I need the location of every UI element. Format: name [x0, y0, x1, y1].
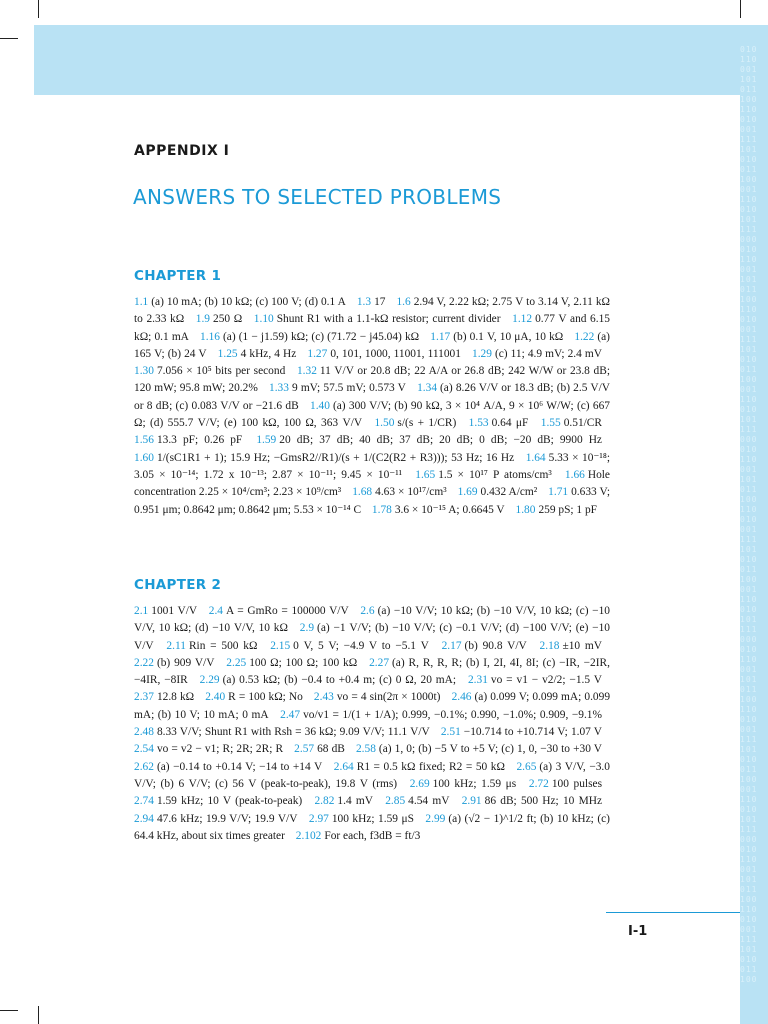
answer-item — [516, 504, 606, 516]
answer-text: 0 V, 5 V; −4.9 V to −5.1 V — [293, 639, 429, 652]
answer-text: 4.63 × 10¹⁷/cm³ — [375, 486, 447, 499]
answer-text: 0, 101, 1000, 11001, 111001 — [330, 347, 461, 360]
answer-item — [218, 348, 305, 360]
problem-number: 2.64 — [333, 760, 354, 773]
problem-number: 2.94 — [134, 812, 154, 825]
problem-number: 2.54 — [134, 743, 154, 756]
answer-item — [200, 674, 464, 686]
answer-item — [226, 657, 365, 669]
answer-item — [469, 417, 537, 429]
problem-number: 1.3 — [356, 296, 372, 308]
answer-item — [269, 382, 414, 394]
answer-item — [134, 691, 202, 703]
problem-number: 1.53 — [468, 417, 489, 430]
problem-number: 2.15 — [270, 639, 291, 652]
problem-number: 2.1 — [134, 605, 149, 617]
problem-number: 2.40 — [205, 691, 226, 704]
answer-text: 4 kHz, 4 Hz — [240, 347, 297, 360]
answer-text: ±10 mV — [562, 639, 602, 652]
answer-text: (a) 8.26 V/V or 18.3 dB; (b) 2.5 V/V or 8 dB; (c) 0.083 V/V or −21.6 dB — [134, 382, 610, 412]
answer-item — [134, 813, 305, 825]
crop-mark-top-left-h — [0, 38, 18, 39]
problem-number: 1.16 — [200, 330, 220, 343]
chapter-2-answers — [134, 603, 610, 845]
problem-number: 1.30 — [134, 365, 154, 378]
answer-item — [256, 434, 610, 446]
answer-text: (b) 90.8 V/V — [464, 639, 527, 652]
problem-number: 2.72 — [528, 777, 549, 790]
problem-number: 2.25 — [226, 656, 247, 669]
answer-text: R1 = 0.5 kΩ fixed; R2 = 50 kΩ — [356, 760, 505, 773]
answer-item — [385, 795, 457, 807]
answer-text: 68 dB — [317, 743, 345, 756]
decorative-side-strip — [740, 25, 768, 1024]
answer-text: 1.59 kHz; 10 V (peak-to-peak) — [156, 795, 303, 808]
answer-item — [254, 313, 509, 325]
page-title: ANSWERS TO SELECTED PROBLEMS — [133, 185, 502, 209]
problem-number: 2.9 — [299, 622, 315, 635]
answer-text: (a) R, R, R, R; (b) I, 2I, 4I, 8I; (c) −IR, −2IR, −4IR, −8IR — [134, 656, 610, 687]
problem-number: 2.85 — [385, 795, 406, 808]
answer-item — [468, 674, 610, 686]
chapter-1-answers — [134, 294, 610, 519]
footer-rule — [606, 912, 740, 913]
problem-number: 1.50 — [374, 417, 395, 430]
problem-number: 2.37 — [134, 691, 154, 704]
answer-text: (b) 909 V/V — [156, 656, 215, 669]
problem-number: 1.27 — [307, 347, 328, 360]
problem-number: 1.22 — [574, 330, 595, 343]
problem-number: 1.1 — [134, 296, 149, 308]
answer-text: Shunt R1 with a 1.1-kΩ resistor; current divider — [276, 313, 501, 326]
problem-number: 1.40 — [310, 399, 330, 412]
answer-text: 0.432 A/cm² — [480, 486, 538, 499]
problem-number: 1.9 — [195, 313, 211, 326]
answer-text: A = GmRo = 100000 V/V — [226, 605, 349, 617]
problem-number: 1.10 — [253, 313, 274, 326]
answer-text: 0.77 V and 6.15 kΩ; 0.1 mA — [134, 313, 610, 343]
answer-item — [134, 605, 205, 617]
answer-text: (a) 1, 0; (b) −5 V to +5 V; (c) 1, 0, −30 to +30 V — [378, 743, 603, 756]
answer-text: 20 dB; 37 dB; 40 dB; 37 dB; 20 dB; 0 dB; −20 dB; 9900 Hz — [279, 434, 602, 447]
answer-item — [134, 795, 310, 807]
problem-number: 2.27 — [369, 656, 390, 669]
problem-number: 1.17 — [430, 330, 451, 343]
answer-item — [357, 296, 394, 308]
problem-number: 2.91 — [461, 795, 482, 808]
answer-text: 0.64 μF — [491, 417, 529, 430]
problem-number: 1.68 — [352, 486, 373, 499]
answer-text: Hole concentration 2.25 × 10⁴/cm³; 2.23 × 10⁹/cm³ — [134, 468, 610, 499]
problem-number: 2.22 — [134, 656, 154, 669]
problem-number: 2.102 — [295, 829, 322, 842]
problem-number: 2.69 — [409, 777, 430, 790]
answer-text: (a) −0.14 to +0.14 V; −14 to +14 V — [156, 760, 323, 773]
problem-number: 1.33 — [269, 382, 289, 395]
answer-text: 4.54 mV — [408, 795, 450, 808]
answer-text: 1.5 × 10¹⁷ P atoms/cm³ — [438, 468, 552, 481]
header-banner — [34, 25, 740, 95]
answer-item — [200, 331, 427, 343]
problem-number: 2.11 — [166, 639, 186, 652]
answer-item — [334, 761, 513, 773]
answer-text: (a) −1 V/V; (b) −10 V/V; (c) −0.1 V/V; (d) −100 V/V; (e) −10 V/V — [134, 622, 610, 652]
answer-item — [472, 348, 610, 360]
answer-item — [540, 640, 610, 652]
problem-number: 2.99 — [425, 812, 446, 825]
problem-number: 2.29 — [199, 674, 220, 687]
answer-text: (a) 10 mA; (b) 10 kΩ; (c) 100 V; (d) 0.1 A — [151, 296, 346, 308]
answer-text: 11 V/V or 20.8 dB; 22 A/A or 26.8 dB; 242 W/W or 23.8 dB; 120 mW; 95.8 mW; 20.2% — [134, 365, 610, 395]
answer-text: Rin = 500 kΩ — [188, 639, 258, 652]
answer-text: (b) 0.1 V, 10 μA, 10 kΩ — [453, 330, 564, 343]
crop-mark-top-left-v — [38, 0, 39, 18]
problem-number: 2.4 — [208, 605, 224, 617]
answer-text: 0.51/CR — [563, 417, 602, 430]
answer-item — [196, 313, 250, 325]
answer-text: 17 — [374, 296, 386, 308]
answer-text: 9 mV; 57.5 mV; 0.573 V — [291, 382, 406, 395]
problem-number: 1.56 — [134, 434, 154, 447]
problem-number: 2.62 — [134, 760, 154, 773]
answer-text: 7.056 × 10⁵ bits per second — [156, 365, 286, 378]
problem-number: 2.47 — [280, 708, 301, 721]
problem-number: 1.69 — [457, 486, 478, 499]
problem-number: 1.59 — [256, 434, 277, 447]
answer-text: 13.3 pF; 0.26 pF — [156, 434, 243, 447]
crop-mark-top-right-v — [740, 0, 741, 18]
answer-text: 1/(sC1R1 + 1); 15.9 Hz; −GmsR2//R1)/(s + 1/(C2(R2 + R3))); 53 Hz; 16 Hz — [156, 451, 515, 464]
answer-item — [294, 743, 353, 755]
answer-item — [314, 691, 449, 703]
answer-text: 250 Ω — [213, 313, 243, 326]
answer-text: 259 pS; 1 pF — [538, 503, 597, 516]
answer-text: s/(s + 1/CR) — [397, 417, 457, 430]
problem-number: 2.6 — [360, 605, 375, 617]
problem-number: 1.32 — [296, 365, 317, 378]
problem-number: 2.82 — [314, 795, 335, 808]
answer-item — [356, 743, 610, 755]
answer-text: vo = v1 − v2/2; −1.5 V — [490, 674, 602, 687]
decorative-pattern: 010 110 001 101 011 100 110 010 001 111 101 010 011 100 001 110 010 101 111 000 010 110 001 101 011 100 110 010 001 111 101 010 011 100 001 110 010 101 111 000 010 110 001 101 011 100 110 010 001 111 101 010 011 100 001 110 010 101 111 000 010 110 001 101 011 100 110 010 001 111 101 010 011 100 001 110 010 101 111 000 010 110 001 101 011 100 110 010 001 111 101 010 011 100 — [740, 45, 758, 984]
answer-item — [134, 365, 293, 377]
answer-item — [296, 830, 429, 842]
problem-number: 2.58 — [355, 743, 376, 756]
answer-item — [307, 348, 469, 360]
answer-text: (a) (√2 − 1)^1/2 ft; (b) 10 kHz; (c) 64.4 kHz, about six times greater — [134, 812, 610, 842]
answer-item — [134, 743, 291, 755]
problem-number: 1.6 — [396, 296, 411, 308]
answer-item — [458, 486, 546, 498]
problem-number: 2.65 — [516, 760, 537, 773]
answer-item — [209, 605, 357, 617]
crop-mark-bottom-left-h — [0, 1010, 18, 1011]
answer-text: (a) 165 V; (b) 24 V — [134, 330, 610, 360]
answer-item — [134, 657, 222, 669]
problem-number: 1.25 — [217, 347, 238, 360]
answer-item — [462, 795, 610, 807]
answer-item — [529, 778, 610, 790]
problem-number: 2.74 — [134, 795, 154, 808]
answer-item — [134, 761, 330, 773]
answer-text: (a) 0.099 V; 0.099 mA; 0.099 mA; (b) 10 V; 10 mA; 0 mA — [134, 691, 611, 721]
answer-text: (a) 0.53 kΩ; (b) −0.4 to +0.4 m; (c) 0 Ω, 20 mA; — [222, 674, 457, 687]
answer-text: 2.94 V, 2.22 kΩ; 2.75 V to 3.14 V, 2.11 kΩ to 2.33 kΩ — [134, 296, 610, 326]
problem-number: 2.46 — [451, 691, 472, 704]
problem-number: 1.60 — [134, 451, 154, 464]
problem-number: 1.80 — [515, 503, 536, 516]
answer-item — [166, 640, 265, 652]
answer-item — [205, 691, 311, 703]
answer-text: 86 dB; 500 Hz; 10 MHz — [484, 795, 602, 808]
answer-text: (a) (1 − j1.59) kΩ; (c) (71.72 − j45.04) kΩ — [222, 330, 420, 343]
answer-text: vo/v1 = 1/(1 + 1/A); 0.999, −0.1%; 0.990, −1.0%; 0.909, −9.1% — [303, 708, 602, 721]
problem-number: 2.31 — [467, 674, 488, 687]
answer-item — [410, 778, 525, 790]
answer-text: (a) −10 V/V; 10 kΩ; (b) −10 V/V, 10 kΩ; (c) −10 V/V, 10 kΩ; (d) −10 V/V, 10 kΩ — [134, 605, 610, 635]
problem-number: 1.29 — [472, 347, 492, 360]
answer-text: For each, f3dB = ft/3 — [324, 829, 421, 842]
answer-text: 100 pulses — [551, 777, 603, 790]
answer-item — [374, 417, 464, 429]
answer-text: 0.633 V; 0.951 μm; 0.8642 μm; 0.8642 μm; 5.53 × 10⁻¹⁴ C — [134, 486, 611, 516]
problem-number: 1.65 — [415, 468, 436, 481]
answer-item — [541, 417, 610, 429]
chapter-2-heading: CHAPTER 2 — [134, 577, 222, 593]
answer-text: 3.6 × 10⁻¹⁵ A; 0.6645 V — [394, 503, 505, 516]
problem-number: 2.18 — [539, 639, 560, 652]
answer-item — [134, 726, 438, 738]
problem-number: 1.66 — [564, 468, 585, 481]
answer-text: 1001 V/V — [151, 605, 198, 617]
problem-number: 2.17 — [441, 639, 462, 652]
answer-text: 12.8 kΩ — [156, 691, 195, 704]
problem-number: 2.57 — [294, 743, 315, 756]
page-number: I-1 — [628, 924, 648, 939]
problem-number: 2.97 — [308, 812, 329, 825]
answer-text: (c) 11; 4.9 mV; 2.4 mV — [494, 347, 603, 360]
answer-text: −10.714 to +10.714 V; 1.07 V — [463, 726, 603, 739]
problem-number: 1.64 — [525, 451, 546, 464]
answer-text: (a) 300 V/V; (b) 90 kΩ, 3 × 10⁴ A/A, 9 × 10⁶ W/W; (c) 667 Ω; (d) 555.7 V/V; (e) 100 kΩ, 100 Ω, 363 V/V — [134, 399, 610, 430]
answer-text: R = 100 kΩ; No — [228, 691, 303, 704]
answer-item — [134, 452, 522, 464]
answer-text: (a) 3 V/V, −3.0 V/V; (b) 6 V/V; (c) 56 V (peak-to-peak), 19.8 V (rms) — [134, 760, 610, 790]
answer-text: 100 kHz; 1.59 μs — [432, 777, 517, 790]
answer-item — [280, 709, 610, 721]
answer-item — [352, 486, 454, 498]
answer-text: vo = v2 − v1; R; 2R; 2R; R — [156, 743, 284, 756]
problem-number: 1.71 — [548, 486, 569, 499]
answer-text: 100 Ω; 100 Ω; 100 kΩ — [249, 656, 358, 669]
answer-text: 8.33 V/V; Shunt R1 with Rsh = 36 kΩ; 9.09 V/V; 11.1 V/V — [156, 726, 430, 739]
answer-item — [441, 726, 610, 738]
problem-number: 1.12 — [512, 313, 533, 326]
answer-text: 100 kHz; 1.59 μS — [331, 812, 414, 825]
answer-item — [415, 469, 560, 481]
problem-number: 2.48 — [134, 726, 154, 739]
problem-number: 2.43 — [313, 691, 334, 704]
crop-mark-bottom-left-v — [38, 1006, 39, 1024]
answer-text: 1.4 mV — [337, 795, 373, 808]
answer-item — [442, 640, 535, 652]
answer-item — [372, 504, 513, 516]
answer-item — [134, 434, 250, 446]
problem-number: 1.34 — [417, 382, 438, 395]
answer-item — [430, 331, 571, 343]
problem-number: 1.55 — [540, 417, 561, 430]
problem-number: 1.78 — [371, 503, 392, 516]
answer-item — [314, 795, 381, 807]
answer-item — [270, 640, 437, 652]
problem-number: 2.51 — [440, 726, 461, 739]
answer-item — [309, 813, 422, 825]
answer-text: 5.33 × 10⁻¹⁸; 3.05 × 10⁻¹⁴; 1.72 x 10⁻¹³; 2.87 × 10⁻¹¹; 9.45 × 10⁻¹¹ — [134, 451, 610, 481]
appendix-label: APPENDIX I — [134, 143, 230, 159]
answer-text: vo = 4 sin(2π × 1000t) — [336, 691, 441, 704]
answer-item — [134, 296, 354, 308]
chapter-1-heading: CHAPTER 1 — [134, 268, 222, 284]
answer-text: 47.6 kHz; 19.9 V/V; 19.9 V/V — [156, 812, 298, 825]
